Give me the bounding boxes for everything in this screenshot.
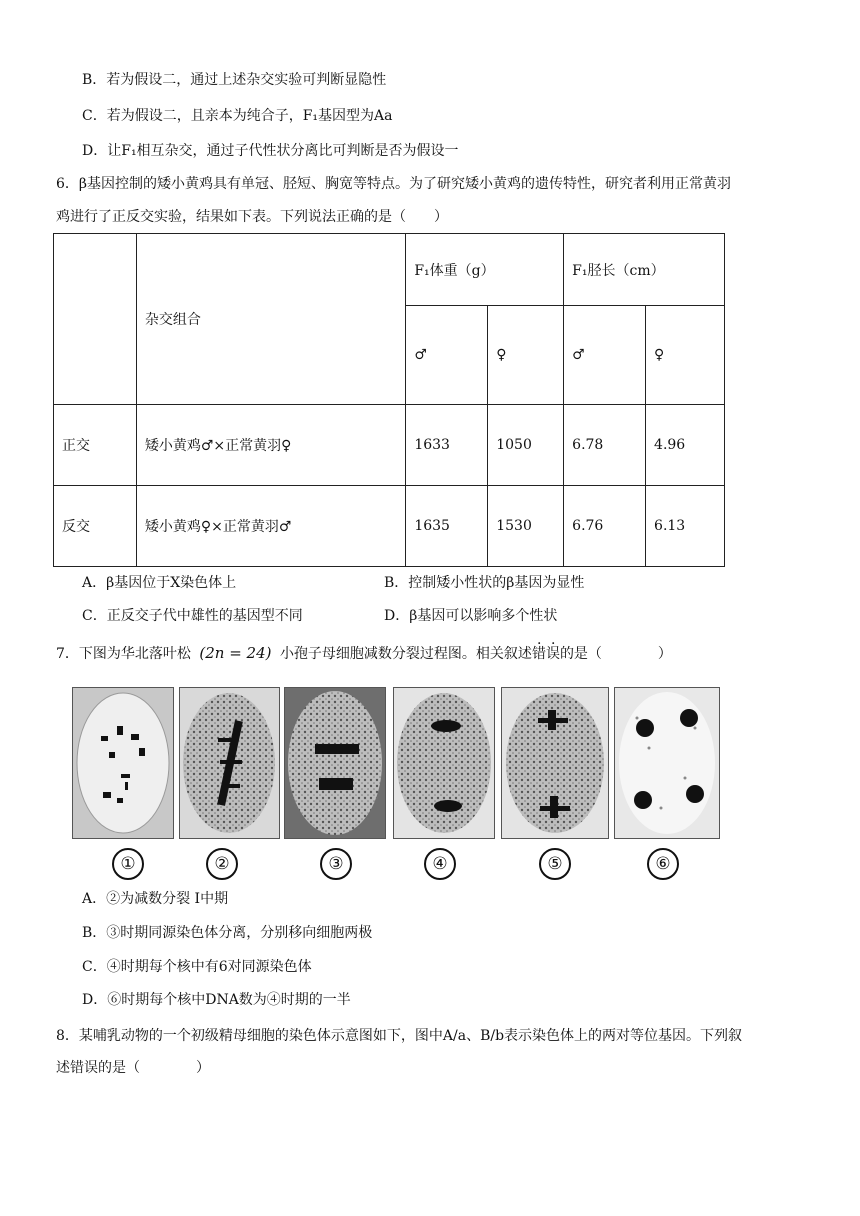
q7-emphasis-1: 错: [531, 646, 546, 662]
row-weight-female: 1050: [488, 405, 564, 486]
q7-stem-post: 的是（ ）: [559, 646, 672, 662]
micrograph-4: [393, 687, 495, 839]
q5-option-b: B．若为假设二，通过上述杂交实验可判断显隐性: [82, 72, 387, 88]
q7-option-b: B．③时期同源染色体分离，分别移向细胞两极: [82, 925, 373, 941]
micrograph-3: [284, 687, 386, 839]
micrograph-5: [501, 687, 609, 839]
header-weight: F₁体重（g）: [406, 234, 564, 306]
q7-option-c: C．④时期每个核中有6对同源染色体: [82, 959, 312, 975]
q7-option-d: D．⑥时期每个核中DNA数为④时期的一半: [82, 992, 351, 1008]
row-shank-female: 6.13: [646, 486, 725, 567]
row-cross: 矮小黄鸡♀×正常黄羽♂: [136, 486, 405, 567]
table-row: [54, 486, 725, 567]
table-corner-cell: [54, 234, 137, 405]
micrograph-label: ⑥: [647, 848, 679, 880]
q7-stem: [56, 643, 672, 664]
q5-option-c: C．若为假设二，且亲本为纯合子，F₁基因型为Aa: [82, 108, 393, 124]
table-row: [54, 405, 725, 486]
micrograph-6: [614, 687, 720, 839]
micrograph-label: ②: [206, 848, 238, 880]
q7-formula: (2n = 24): [199, 644, 272, 662]
header-weight-female: ♀: [488, 306, 564, 405]
micrograph-1: [72, 687, 174, 839]
row-shank-male: 6.78: [564, 405, 646, 486]
micrograph-label: ⑤: [539, 848, 571, 880]
row-type: 正交: [54, 405, 137, 486]
micrograph-label: ①: [112, 848, 144, 880]
q8-stem-line1: 8．某哺乳动物的一个初级精母细胞的染色体示意图如下，图中A/a、B/b表示染色体上的两对等位基因。下列叙: [56, 1028, 743, 1044]
header-weight-male: ♂: [406, 306, 488, 405]
row-weight-male: 1635: [406, 486, 488, 567]
row-shank-female: 4.96: [646, 405, 725, 486]
q7-option-a: A．②为减数分裂 Ⅰ中期: [82, 891, 229, 907]
header-shank-male: ♂: [564, 306, 646, 405]
q6-option-d: D．β基因可以影响多个性状: [384, 608, 558, 624]
q6-option-a: A．β基因位于X染色体上: [82, 575, 237, 591]
row-shank-male: 6.76: [564, 486, 646, 567]
q7-stem-pre: 7．下图为华北落叶松: [56, 646, 191, 662]
row-cross: 矮小黄鸡♂×正常黄羽♀: [136, 405, 405, 486]
row-weight-female: 1530: [488, 486, 564, 567]
q6-stem-line1: 6．β基因控制的矮小黄鸡具有单冠、胫短、胸宽等特点。为了研究矮小黄鸡的遗传特性，研究者利用正常黄羽: [56, 176, 731, 192]
q8-stem-line2: 述错误的是（ ）: [56, 1060, 210, 1076]
header-cross: 杂交组合: [136, 234, 405, 405]
header-shank-female: ♀: [646, 306, 725, 405]
row-type: 反交: [54, 486, 137, 567]
q5-option-d: D．让F₁相互杂交，通过子代性状分离比可判断是否为假设一: [82, 143, 459, 159]
q6-option-c: C．正反交子代中雄性的基因型不同: [82, 608, 303, 624]
micrograph-label: ④: [424, 848, 456, 880]
header-shank: F₁胫长（cm）: [564, 234, 725, 306]
q7-stem-mid: 小孢子母细胞减数分裂过程图。相关叙述: [279, 646, 532, 662]
micrograph-2: [179, 687, 280, 839]
q7-emphasis-2: 误: [545, 646, 560, 662]
row-weight-male: 1633: [406, 405, 488, 486]
q6-results-table: [53, 233, 725, 567]
micrograph-label: ③: [320, 848, 352, 880]
q6-option-b: B．控制矮小性状的β基因为显性: [384, 575, 585, 591]
q6-stem-line2: 鸡进行了正反交实验，结果如下表。下列说法正确的是（ ）: [56, 209, 448, 225]
